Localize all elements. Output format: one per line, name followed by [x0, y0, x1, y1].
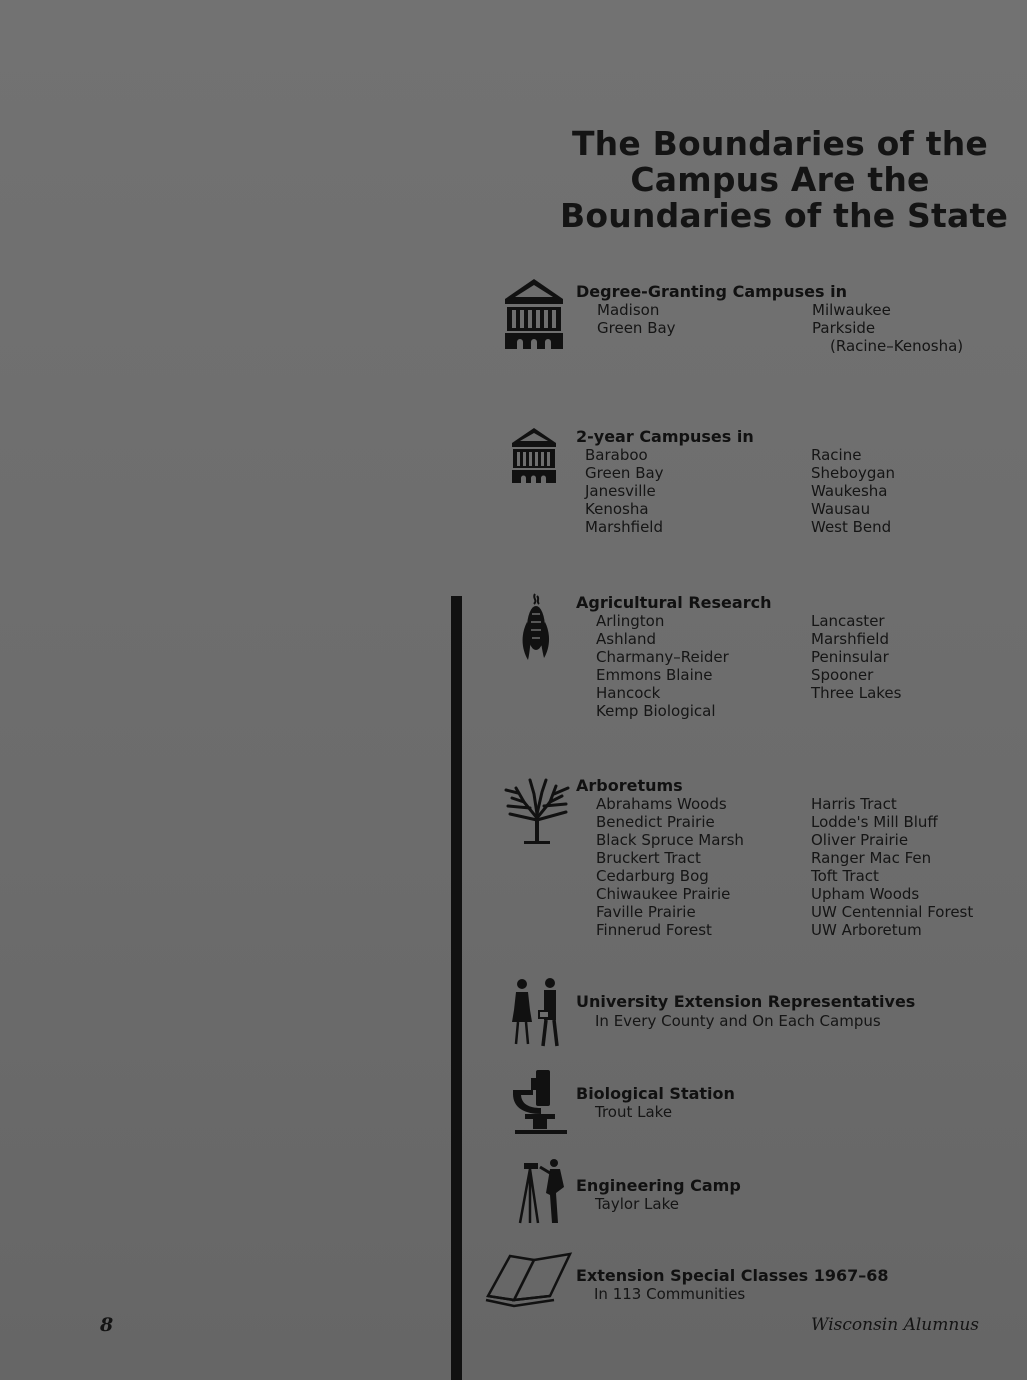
list-item: Black Spruce Marsh [596, 831, 744, 849]
list-item: In 113 Communities [594, 1285, 746, 1303]
list-item: Hancock [596, 684, 661, 702]
small-building-icon [510, 428, 558, 484]
list-item: Racine [811, 446, 862, 464]
page-number: 8 [100, 1314, 114, 1336]
twoyear-left-list [585, 446, 664, 536]
extension-sub [595, 1012, 881, 1030]
list-item: Kemp Biological [596, 702, 716, 720]
arbor-left-list [596, 795, 744, 939]
tree-icon [504, 776, 570, 846]
list-item: (Racine–Kenosha) [830, 337, 964, 355]
list-item: Benedict Prairie [596, 813, 715, 831]
arbor-right-list [811, 795, 973, 939]
extension-section [576, 993, 915, 1011]
list-item: Chiwaukee Prairie [596, 885, 731, 903]
people-icon [510, 976, 562, 1048]
list-item: Milwaukee [812, 301, 891, 319]
agri-right-list [811, 612, 901, 702]
list-item: Charmany–Reider [596, 648, 729, 666]
list-item: Bruckert Tract [596, 849, 701, 867]
bio-section [576, 1085, 735, 1103]
classes-sub [594, 1285, 745, 1303]
list-item: Baraboo [585, 446, 648, 464]
list-item: Sheboygan [811, 464, 896, 482]
list-item: Ranger Mac Fen [811, 849, 932, 867]
title-line-2: Campus Are the [630, 160, 930, 199]
twoyear-heading: 2-year Campuses in [576, 427, 754, 446]
classes-heading: Extension Special Classes 1967–68 [576, 1266, 889, 1285]
list-item: Madison [597, 301, 660, 319]
list-item: Marshfield [585, 518, 663, 536]
list-item: Toft Tract [811, 867, 879, 885]
list-item: Finnerud Forest [596, 921, 712, 939]
list-item: Green Bay [585, 464, 664, 482]
list-item: Cedarburg Bog [596, 867, 709, 885]
list-item: Emmons Blaine [596, 666, 713, 684]
list-item: Green Bay [597, 319, 676, 337]
list-item: Trout Lake [595, 1103, 673, 1121]
building-icon [503, 279, 565, 351]
degree-heading: Degree-Granting Campuses in [576, 282, 847, 301]
list-item: Kenosha [585, 500, 649, 518]
magazine-name: Wisconsin Alumnus [811, 1315, 979, 1335]
list-item: Oliver Prairie [811, 831, 909, 849]
eng-heading: Engineering Camp [576, 1176, 741, 1195]
arbor-heading: Arboretums [576, 776, 683, 795]
list-item: Marshfield [811, 630, 889, 648]
twoyear-right-list [811, 446, 895, 536]
agri-heading: Agricultural Research [576, 593, 772, 612]
list-item: Faville Prairie [596, 903, 696, 921]
bio-sub [595, 1103, 672, 1121]
list-item: Harris Tract [811, 795, 897, 813]
title-line-1: The Boundaries of the [571, 124, 989, 163]
microscope-icon [511, 1068, 569, 1136]
list-item: Ashland [596, 630, 656, 648]
list-item: West Bend [811, 518, 892, 536]
degree-left-list [597, 301, 676, 337]
list-item: Upham Woods [811, 885, 920, 903]
page-title [560, 124, 1009, 235]
surveyor-icon [518, 1157, 568, 1225]
agri-section [576, 594, 771, 612]
list-item: Parkside [812, 319, 876, 337]
vertical-rule [451, 596, 462, 1380]
eng-section [576, 1177, 741, 1195]
degree-right-list [812, 301, 963, 355]
corn-icon [518, 592, 552, 664]
book-icon [484, 1252, 576, 1308]
degree-section [576, 283, 847, 301]
list-item: Arlington [596, 612, 665, 630]
twoyear-section [576, 428, 754, 446]
list-item: Taylor Lake [595, 1195, 679, 1213]
list-item: Spooner [811, 666, 874, 684]
list-item: Peninsular [811, 648, 889, 666]
list-item: Lancaster [811, 612, 885, 630]
list-item: In Every County and On Each Campus [595, 1012, 881, 1030]
title-line-3: Boundaries of the State [560, 196, 1009, 235]
list-item: UW Arboretum [811, 921, 922, 939]
eng-sub [595, 1195, 679, 1213]
list-item: Janesville [585, 482, 656, 500]
extension-heading: University Extension Representatives [576, 992, 916, 1011]
classes-section [576, 1267, 889, 1285]
list-item: Lodde's Mill Bluff [811, 813, 938, 831]
list-item: UW Centennial Forest [811, 903, 974, 921]
list-item: Abrahams Woods [596, 795, 727, 813]
arbor-section [576, 777, 683, 795]
list-item: Wausau [811, 500, 871, 518]
bio-heading: Biological Station [576, 1084, 735, 1103]
agri-left-list [596, 612, 729, 720]
list-item: Waukesha [811, 482, 888, 500]
list-item: Three Lakes [811, 684, 902, 702]
